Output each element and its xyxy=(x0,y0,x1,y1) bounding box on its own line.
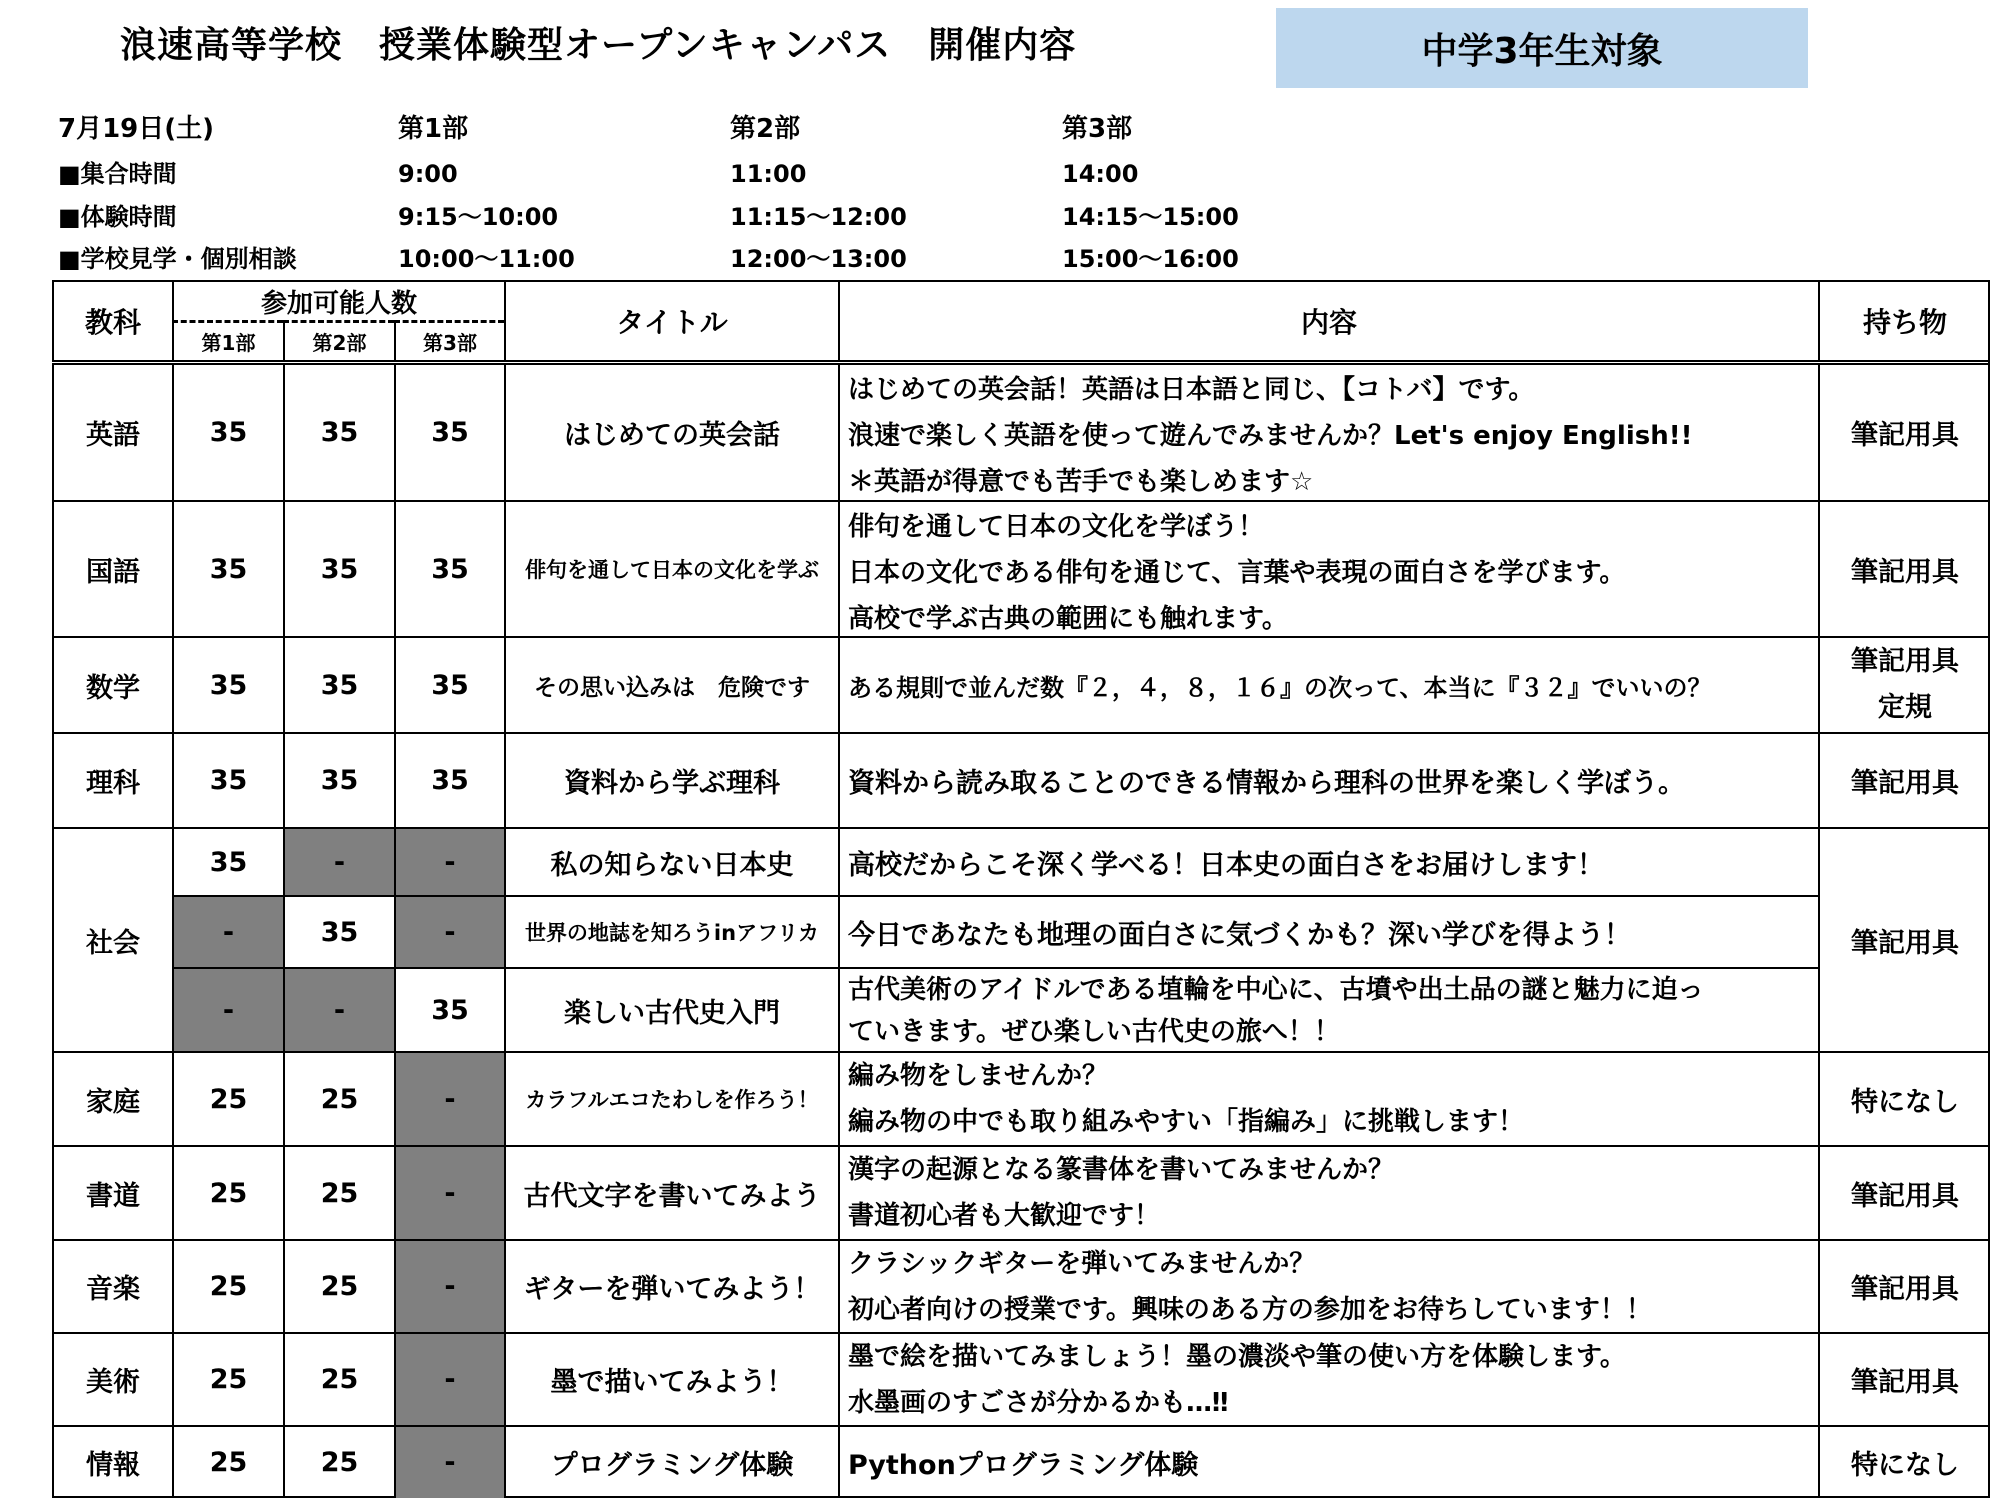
capacity-cell: 35 xyxy=(283,732,394,827)
title-cell: 楽しい古代史入門 xyxy=(504,967,838,1051)
subject-cell: 国語 xyxy=(52,500,172,636)
capacity-cell-unavailable: - xyxy=(283,967,394,1051)
audience-badge: 中学3年生対象 xyxy=(1276,8,1808,88)
header-part-2: 第2部 xyxy=(283,320,394,360)
title-cell: ギターを弾いてみよう！ xyxy=(504,1239,838,1332)
schedule-part-2: 第2部 xyxy=(730,114,801,144)
schedule-date: 7月19日(土) xyxy=(58,114,215,144)
title-cell: 世界の地誌を知ろうinアフリカ xyxy=(504,895,838,967)
header-divider xyxy=(52,360,1990,362)
capacity-cell: 35 xyxy=(172,636,283,732)
items-cell: 筆記用具 xyxy=(1818,827,1990,1051)
header-items: 持ち物 xyxy=(1818,280,1990,360)
capacity-cell-unavailable: - xyxy=(394,1332,504,1425)
content-cell xyxy=(838,363,1818,500)
items-cell xyxy=(1818,636,1990,732)
items-cell: 筆記用具 xyxy=(1818,363,1990,500)
content-cell: Pythonプログラミング体験 xyxy=(838,1425,1818,1498)
content-line: 古代美術のアイドルである埴輪を中心に、古墳や出土品の謎と魅力に迫っ xyxy=(848,975,1704,1005)
subject-cell: 書道 xyxy=(52,1145,172,1239)
items-cell: 特になし xyxy=(1818,1425,1990,1498)
content-line: クラシックギターを弾いてみませんか？ xyxy=(848,1249,1316,1279)
capacity-cell: 35 xyxy=(283,895,394,967)
header-part-1: 第1部 xyxy=(172,320,283,360)
page-title: 浪速高等学校 授業体験型オープンキャンパス 開催内容 xyxy=(120,25,1077,66)
header-part-3: 第3部 xyxy=(394,320,504,360)
capacity-cell: 25 xyxy=(283,1051,394,1145)
items-line: 定規 xyxy=(1878,692,1932,723)
content-cell: 高校だからこそ深く学べる！日本史の面白さをお届けします！ xyxy=(838,827,1818,895)
title-cell: 俳句を通して日本の文化を学ぶ xyxy=(504,500,838,636)
capacity-cell: 25 xyxy=(172,1051,283,1145)
subject-cell: 美術 xyxy=(52,1332,172,1425)
schedule-value: 14:00 xyxy=(1062,160,1139,188)
capacity-cell: 25 xyxy=(283,1239,394,1332)
content-line: 編み物の中でも取り組みやすい「指編み」に挑戦します！ xyxy=(848,1107,1525,1137)
capacity-cell: 35 xyxy=(394,500,504,636)
capacity-cell: 35 xyxy=(172,827,283,895)
title-cell: 墨で描いてみよう！ xyxy=(504,1332,838,1425)
title-cell: カラフルエコたわしを作ろう！ xyxy=(504,1051,838,1145)
content-line: ＊英語が得意でも苦手でも楽しめます☆ xyxy=(848,467,1314,497)
content-line: 初心者向けの授業です。興味のある方の参加をお待ちしています！！ xyxy=(848,1295,1652,1325)
content-line: 俳句を通して日本の文化を学ぼう！ xyxy=(848,512,1265,542)
items-line: 筆記用具 xyxy=(1851,646,1959,677)
subject-cell: 音楽 xyxy=(52,1239,172,1332)
schedule-label-tour: ■学校見学・個別相談 xyxy=(58,245,297,273)
capacity-cell-unavailable: - xyxy=(394,895,504,967)
header-capacity: 参加可能人数 xyxy=(172,280,504,320)
content-cell xyxy=(838,500,1818,636)
schedule-value: 11:00 xyxy=(730,160,807,188)
capacity-cell: 35 xyxy=(283,363,394,500)
header-content: 内容 xyxy=(838,280,1818,360)
content-line: 日本の文化である俳句を通じて、言葉や表現の面白さを学びます。 xyxy=(848,558,1626,588)
capacity-cell: 35 xyxy=(394,636,504,732)
subject-cell: 家庭 xyxy=(52,1051,172,1145)
content-cell xyxy=(838,1051,1818,1145)
capacity-cell: 35 xyxy=(172,500,283,636)
items-cell: 特になし xyxy=(1818,1051,1990,1145)
content-cell: 資料から読み取ることのできる情報から理科の世界を楽しく学ぼう。 xyxy=(838,732,1818,827)
subject-cell: 数学 xyxy=(52,636,172,732)
capacity-cell: 35 xyxy=(172,363,283,500)
capacity-cell: 35 xyxy=(172,732,283,827)
header-title: タイトル xyxy=(504,280,838,360)
schedule-value: 14:15～15:00 xyxy=(1062,203,1239,231)
capacity-cell-unavailable: - xyxy=(394,1239,504,1332)
schedule-label-experience: ■体験時間 xyxy=(58,203,177,231)
schedule-label-gather: ■集合時間 xyxy=(58,160,177,188)
schedule-part-1: 第1部 xyxy=(398,114,469,144)
content-cell xyxy=(838,1332,1818,1425)
content-line: ていきます。ぜひ楽しい古代史の旅へ！！ xyxy=(848,1017,1340,1047)
capacity-cell: 25 xyxy=(283,1332,394,1425)
title-cell: その思い込みは 危険です xyxy=(504,636,838,732)
content-line: 編み物をしませんか？ xyxy=(848,1061,1109,1091)
capacity-cell-unavailable: - xyxy=(394,1145,504,1239)
header-subject: 教科 xyxy=(52,280,172,360)
items-cell: 筆記用具 xyxy=(1818,500,1990,636)
title-cell: プログラミング体験 xyxy=(504,1425,838,1498)
content-line: 浪速で楽しく英語を使って遊んでみませんか？Let's enjoy English!! xyxy=(848,421,1693,451)
items-cell: 筆記用具 xyxy=(1818,732,1990,827)
subject-cell: 英語 xyxy=(52,363,172,500)
capacity-cell-unavailable: - xyxy=(394,1051,504,1145)
title-cell: 私の知らない日本史 xyxy=(504,827,838,895)
program-table xyxy=(52,280,1990,1498)
content-cell xyxy=(838,1239,1818,1332)
items-cell: 筆記用具 xyxy=(1818,1145,1990,1239)
content-cell xyxy=(838,1145,1818,1239)
capacity-cell: 35 xyxy=(394,732,504,827)
capacity-cell: 35 xyxy=(283,636,394,732)
items-cell: 筆記用具 xyxy=(1818,1332,1990,1425)
capacity-cell: 25 xyxy=(172,1425,283,1498)
content-line: 漢字の起源となる篆書体を書いてみませんか？ xyxy=(848,1155,1395,1185)
capacity-cell-unavailable: - xyxy=(172,967,283,1051)
subject-cell: 情報 xyxy=(52,1425,172,1498)
capacity-cell-unavailable: - xyxy=(394,1425,504,1498)
content-line: 墨で絵を描いてみましょう！墨の濃淡や筆の使い方を体験します。 xyxy=(848,1342,1626,1372)
content-line: 水墨画のすごさが分かるかも…‼ xyxy=(848,1388,1229,1418)
schedule-part-3: 第3部 xyxy=(1062,114,1133,144)
capacity-cell: 25 xyxy=(172,1239,283,1332)
content-cell xyxy=(838,967,1818,1051)
schedule-value: 9:15～10:00 xyxy=(398,203,559,231)
subject-cell: 理科 xyxy=(52,732,172,827)
capacity-cell: 35 xyxy=(283,500,394,636)
content-line: 書道初心者も大歓迎です！ xyxy=(848,1201,1161,1231)
title-cell: 資料から学ぶ理科 xyxy=(504,732,838,827)
title-cell: はじめての英会話 xyxy=(504,363,838,500)
capacity-cell: 25 xyxy=(172,1145,283,1239)
content-line: 高校で学ぶ古典の範囲にも触れます。 xyxy=(848,604,1288,634)
content-cell: ある規則で並んだ数『２，４，８，１６』の次って、本当に『３２』でいいの？ xyxy=(838,636,1818,732)
schedule-value: 15:00～16:00 xyxy=(1062,245,1239,273)
items-cell: 筆記用具 xyxy=(1818,1239,1990,1332)
title-cell: 古代文字を書いてみよう xyxy=(504,1145,838,1239)
content-cell: 今日であなたも地理の面白さに気づくかも？深い学びを得よう！ xyxy=(838,895,1818,967)
schedule-value: 9:00 xyxy=(398,160,458,188)
capacity-cell: 25 xyxy=(172,1332,283,1425)
capacity-cell-unavailable: - xyxy=(283,827,394,895)
subject-cell: 社会 xyxy=(52,827,172,1051)
capacity-cell-unavailable: - xyxy=(394,827,504,895)
schedule-value: 12:00～13:00 xyxy=(730,245,907,273)
capacity-cell: 25 xyxy=(283,1145,394,1239)
capacity-cell-unavailable: - xyxy=(172,895,283,967)
capacity-cell: 35 xyxy=(394,967,504,1051)
schedule-value: 11:15～12:00 xyxy=(730,203,907,231)
capacity-cell: 35 xyxy=(394,363,504,500)
schedule-value: 10:00～11:00 xyxy=(398,245,575,273)
content-line: はじめての英会話！英語は日本語と同じ、【コトバ】です。 xyxy=(848,375,1535,405)
capacity-cell: 25 xyxy=(283,1425,394,1498)
